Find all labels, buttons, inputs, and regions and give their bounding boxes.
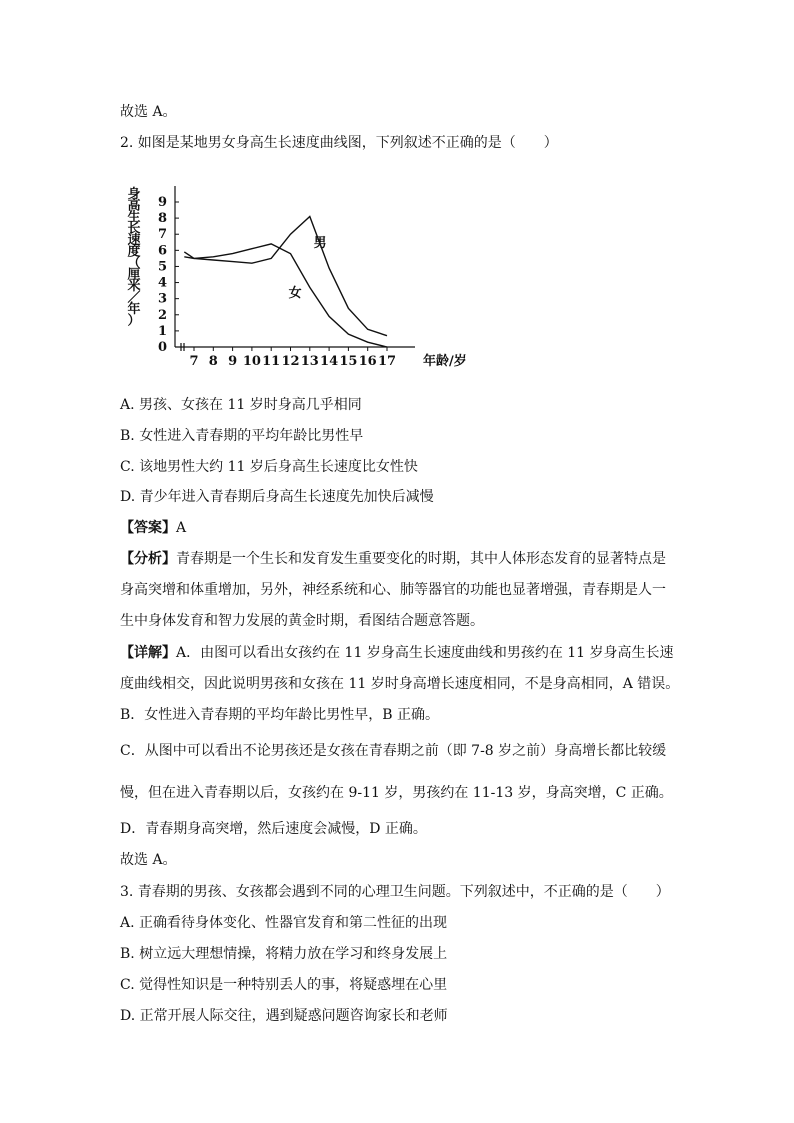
y-label-char: ） [127,313,141,329]
answer-tag: 【答案】 [120,520,176,536]
y-label-char: 生 [127,210,141,225]
analysis-line-2: 身高突增和体重增加，另外，神经系统和心、肺等器官的功能也显著增强，青春期是人一 [120,582,666,598]
y-label-char: 身 [127,187,141,202]
y-label-char: 长 [127,221,141,237]
chart-y-label [126,186,140,329]
y-tick-label: 7 [157,227,167,243]
x-tick-label: 11 [262,354,281,369]
y-tick-label: 2 [157,307,167,323]
text-line: 故选 A。 [120,104,177,120]
y-label-char: 高 [127,198,141,214]
chart-x-ticks [189,347,396,369]
chart-series [184,217,387,348]
y-label-char: 速 [127,233,141,248]
series-line-male [184,217,387,336]
y-tick-label: 5 [157,259,167,275]
option-2b: B. 女性进入青春期的平均年龄比男性早 [120,428,364,444]
y-label-char: ／ [127,290,141,306]
y-tick-label: 3 [157,291,167,307]
detail-line-4: C．从图中可以看出不论男孩还是女孩在青春期之前（即 7-8 岁之前）身高增长都比较缓 [120,743,667,759]
x-tick-label: 12 [281,354,300,369]
y-tick-label: 0 [157,340,167,355]
y-label-char: 度 [127,244,141,260]
x-tick-label: 8 [208,354,218,369]
detail-line-5: 慢，但在进入青春期以后，女孩约在 9-11 岁，男孩约在 11-13 岁，身高突增，C 正确。 [120,785,673,801]
detail-line-3: B．女性进入青春期的平均年龄比男性早，B 正确。 [120,707,440,723]
y-tick-label: 9 [157,195,167,210]
analysis-line-3: 生中身体发育和智力发展的黄金时期，看图结合题意答题。 [120,613,484,629]
question-3: 3. 青春期的男孩、女孩都会遇到不同的心理卫生问题。下列叙述中，不正确的是（ ） [120,884,670,900]
answer-line [120,518,186,538]
series-line-female [184,244,387,347]
option-3b: B. 树立远大理想情操，将精力放在学习和终身发展上 [120,946,448,962]
analysis-tag: 【分析】 [120,551,176,567]
y-tick-label: 1 [157,323,167,339]
y-tick-label: 8 [157,211,167,227]
option-2a: A. 男孩、女孩在 11 岁时身高几乎相同 [120,397,362,413]
growth-speed-chart [120,180,480,370]
chart-axes [175,186,415,351]
text-line-end: 故选 A。 [120,852,177,868]
chart-y-ticks [158,195,179,355]
y-label-char: 厘 [127,267,141,283]
detail-text-1: A．由图可以看出女孩约在 11 岁身高生长速度曲线和男孩约在 11 岁身高生长速 [176,645,674,661]
x-tick-label: 7 [189,354,199,369]
y-label-char: （ [127,256,141,271]
chart-x-label: 年龄/岁 [423,354,467,369]
answer-value: A [176,520,187,536]
detail-line-6: D．青春期身高突增，然后速度会减慢，D 正确。 [120,821,427,837]
option-3a: A. 正确看待身体变化、性器官发育和第二性征的出现 [120,915,448,931]
y-tick-label: 6 [157,243,167,259]
x-tick-label: 9 [228,354,238,369]
analysis-line-1 [120,549,666,569]
option-3c: C. 觉得性知识是一种特别丢人的事，将疑惑埋在心里 [120,977,448,993]
x-tick-label: 15 [339,354,358,369]
x-tick-label: 13 [300,354,319,369]
option-2d: D. 青少年进入青春期后身高生长速度先加快后减慢 [120,489,434,505]
x-tick-label: 17 [377,354,397,369]
option-3d: D. 正常开展人际交往，遇到疑惑问题咨询家长和老师 [120,1008,448,1024]
x-tick-label: 10 [242,354,261,369]
analysis-text-1: 青春期是一个生长和发育发生重要变化的时期，其中人体形态发育的显著特点是 [176,551,666,567]
x-tick-label: 16 [358,354,377,369]
detail-line-2: 度曲线相交，因此说明男孩和女孩在 11 岁时身高增长速度相同，不是身高相同，A 错误。 [120,676,680,692]
detail-line-1 [120,643,674,663]
y-label-char: 年 [127,302,141,317]
y-tick-label: 4 [157,275,167,291]
y-label-char: 米 [127,279,141,294]
series-label-female: 女 [288,286,302,302]
question-2: 2. 如图是某地男女身高生长速度曲线图，下列叙述不正确的是（ ） [120,135,558,151]
detail-tag: 【详解】 [120,645,176,661]
option-2c: C. 该地男性大约 11 岁后身高生长速度比女性快 [120,459,418,475]
series-label-male: 男 [313,236,327,252]
x-tick-label: 14 [320,354,339,369]
